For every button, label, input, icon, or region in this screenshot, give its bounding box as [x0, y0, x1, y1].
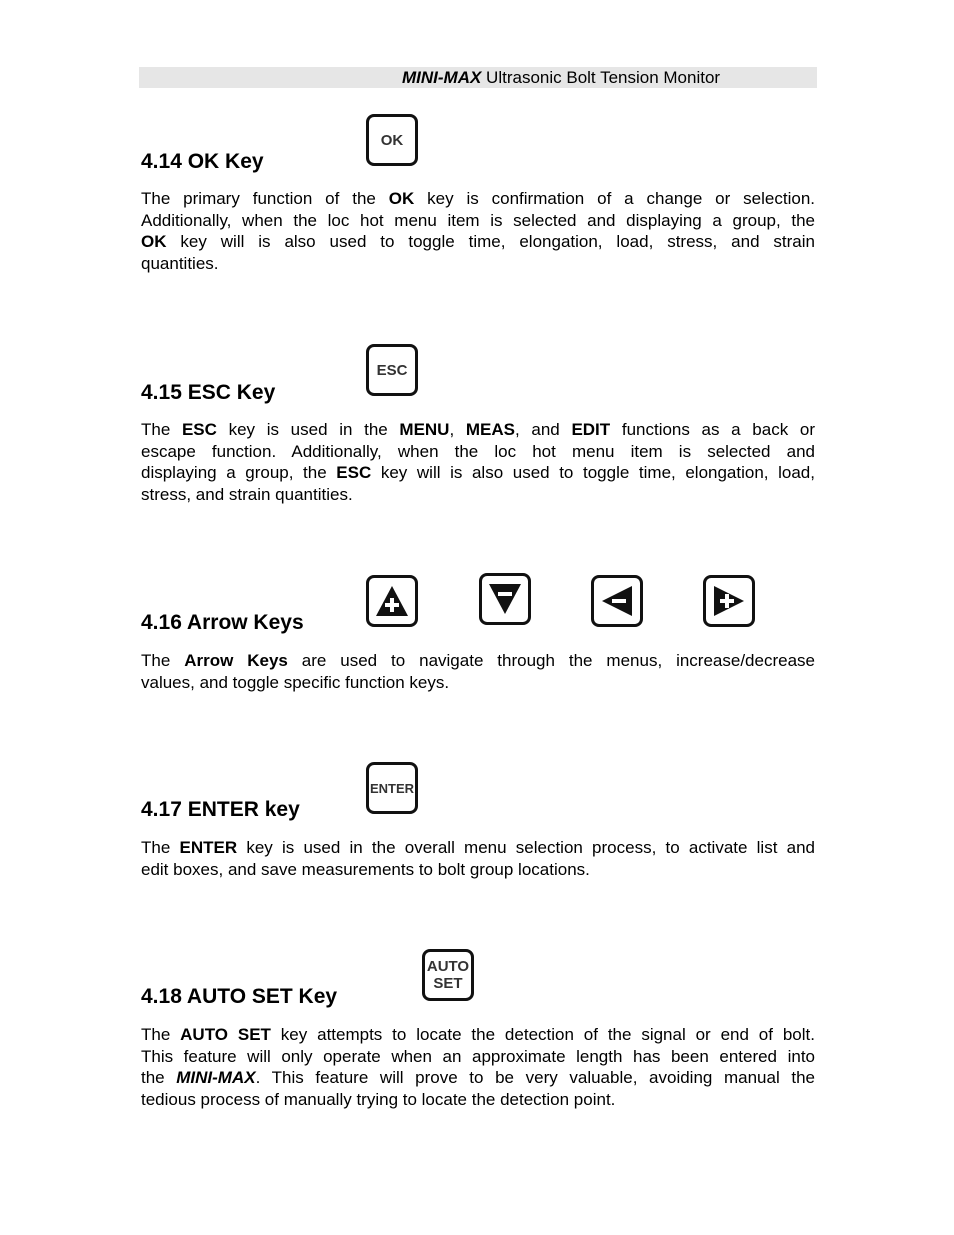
- bold-term: MINI-MAX: [176, 1068, 256, 1087]
- paragraph-line: [141, 837, 815, 859]
- section-heading-esc: 4.15 ESC Key: [141, 381, 276, 404]
- bold-term: EDIT: [571, 420, 611, 439]
- paragraph-ok: [141, 188, 815, 274]
- text-run: Additionally, when the loc hot menu item is selected and displaying a group, the: [141, 210, 815, 230]
- text-run: displaying a group, the: [141, 463, 337, 482]
- paragraph-line: [141, 484, 815, 506]
- page-header: [402, 68, 720, 88]
- section-heading-auto-set: 4.18 AUTO SET Key: [141, 985, 338, 1008]
- bold-term: ESC: [336, 463, 372, 482]
- text-run: . This feature will prove to be very valuable, avoiding manual the: [255, 1068, 816, 1087]
- text-run: are used to navigate through the menus, increase/decrease: [287, 651, 815, 670]
- paragraph-line: [141, 253, 815, 275]
- header-brand: MINI-MAX: [402, 68, 482, 87]
- paragraph-auto-set: [141, 1024, 815, 1110]
- bold-term: MEAS: [465, 420, 515, 439]
- section-heading-ok: 4.14 OK Key: [141, 150, 264, 173]
- right-arrow-plus-icon: [703, 575, 755, 627]
- text-run: key is used in the overall menu selection process, to activate list and: [237, 838, 815, 857]
- text-run: functions as a back or: [610, 420, 815, 439]
- paragraph-enter: [141, 837, 815, 880]
- section-heading-enter: 4.17 ENTER key: [141, 798, 300, 821]
- paragraph-line: [141, 859, 815, 881]
- text-run: This feature will only operate when an approximate length has been entered into: [141, 1046, 815, 1066]
- bold-term: AUTO SET: [180, 1025, 271, 1044]
- text-run: the: [141, 1068, 177, 1087]
- ok-key-icon: OK: [366, 114, 418, 166]
- text-run: key will is also used to toggle time, elongation, load,: [371, 463, 815, 482]
- paragraph-line: [141, 462, 815, 484]
- text-run: key is confirmation of a change or selection.: [414, 189, 815, 208]
- text-run: The: [141, 838, 180, 857]
- text-run: The: [141, 1025, 181, 1044]
- text-run: stress, and strain quantities.: [141, 484, 353, 504]
- text-run: The primary function of the: [141, 189, 389, 208]
- paragraph-line: [141, 419, 815, 441]
- text-run: key is used in the: [216, 420, 400, 439]
- left-arrow-minus-icon: [591, 575, 643, 627]
- text-run: tedious process of manually trying to locate the detection point.: [141, 1089, 616, 1109]
- text-run: The: [141, 651, 185, 670]
- bold-term: ESC: [181, 420, 217, 439]
- paragraph-line: [141, 441, 815, 463]
- paragraph-line: [141, 672, 815, 694]
- paragraph-line: [141, 650, 815, 672]
- text-run: ,: [449, 420, 466, 439]
- bold-term: MENU: [399, 420, 450, 439]
- esc-key-icon: ESC: [366, 344, 418, 396]
- text-run: The: [141, 420, 182, 439]
- paragraph-line: [141, 231, 815, 253]
- bold-term: OK: [388, 189, 415, 208]
- enter-key-icon: ENTER: [366, 762, 418, 814]
- auto-set-key-icon: AUTO SET: [422, 949, 474, 1001]
- paragraph-line: [141, 210, 815, 232]
- text-run: key will is also used to toggle time, elongation, load, stress, and strain: [166, 232, 815, 251]
- paragraph-line: [141, 1024, 815, 1046]
- paragraph-line: [141, 1067, 815, 1089]
- section-heading-arrows: 4.16 Arrow Keys: [141, 611, 304, 634]
- paragraph-line: [141, 188, 815, 210]
- paragraph-arrows: [141, 650, 815, 693]
- bold-term: Arrow Keys: [184, 651, 288, 670]
- header-title: Ultrasonic Bolt Tension Monitor: [481, 68, 721, 87]
- text-run: quantities.: [141, 253, 219, 273]
- text-run: , and: [515, 420, 572, 439]
- text-run: escape function. Additionally, when the loc hot menu item is selected and: [141, 441, 815, 461]
- paragraph-line: [141, 1089, 815, 1111]
- up-arrow-plus-icon: [366, 575, 418, 627]
- text-run: values, and toggle specific function keys.: [141, 672, 450, 692]
- down-arrow-minus-icon: [479, 573, 531, 625]
- paragraph-line: [141, 1046, 815, 1068]
- bold-term: OK: [141, 232, 167, 251]
- text-run: key attempts to locate the detection of the signal or end of bolt.: [270, 1025, 815, 1044]
- bold-term: ENTER: [179, 838, 238, 857]
- text-run: edit boxes, and save measurements to bolt group locations.: [141, 859, 590, 879]
- paragraph-esc: [141, 419, 815, 505]
